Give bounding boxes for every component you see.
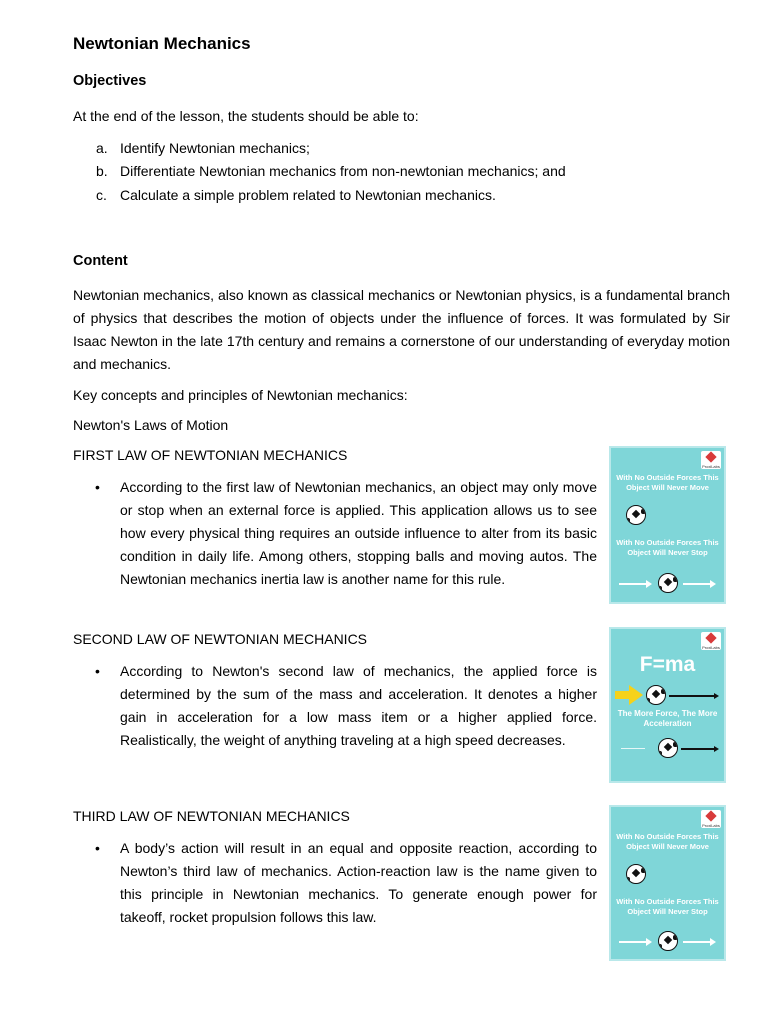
first-law-text: According to the first law of Newtonian mechanics, an object may only move or stop when an external force is applied. This application allows us to see how every physical thing requires an outside influence to alter from its basic condition in daily life. Among others, stopping balls and moving autos. The Newtonian mechanics inertia law is another name for this rule.	[120, 479, 597, 587]
arrow-right-icon	[710, 938, 716, 946]
list-item-text: Identify Newtonian mechanics;	[120, 140, 310, 156]
force-arrow-icon	[615, 685, 645, 705]
illustration-caption: With No Outside Forces This Object Will Never Stop	[616, 897, 719, 916]
second-law-heading: SECOND LAW OF NEWTONIAN MECHANICS	[73, 631, 368, 647]
soccer-ball-icon	[626, 505, 646, 525]
logo: ProxiLabs	[701, 451, 721, 469]
logo: ProxiLabs	[701, 632, 721, 650]
first-law-heading: FIRST LAW OF NEWTONIAN MECHANICS	[73, 447, 348, 463]
list-marker: a.	[96, 140, 108, 156]
soccer-ball-icon	[646, 685, 666, 705]
soccer-ball-icon	[626, 864, 646, 884]
illustration-caption: With No Outside Forces This Object Will Never Move	[616, 473, 719, 492]
content-heading: Content	[73, 253, 128, 269]
logo: ProxiLabs	[701, 810, 721, 828]
arrow-line	[619, 583, 647, 585]
arrow-right-icon	[646, 938, 652, 946]
list-marker: c.	[96, 187, 107, 203]
arrow-right-icon	[710, 580, 716, 588]
third-law-text: A body’s action will result in an equal and opposite reaction, according to Newton’s third law of mechanics. Action-reaction law is the name given to this principle in Newtonian mechanics. To generate enough power for takeoff, rocket propulsion follows this law.	[120, 840, 597, 925]
key-concepts-text: Key concepts and principles of Newtonian mechanics:	[73, 387, 408, 403]
arrow-line	[621, 748, 645, 749]
list-item	[96, 184, 496, 207]
third-law-heading: THIRD LAW OF NEWTONIAN MECHANICS	[73, 808, 350, 824]
arrow-right-icon	[646, 580, 652, 588]
list-item	[96, 160, 566, 183]
list-item-text: Differentiate Newtonian mechanics from non-newtonian mechanics; and	[120, 163, 566, 179]
list-item-text: Calculate a simple problem related to Newtonian mechanics.	[120, 187, 496, 203]
arrow-right-icon	[714, 693, 719, 699]
soccer-ball-icon	[658, 573, 678, 593]
illustration-caption: With No Outside Forces This Object Will Never Move	[616, 832, 719, 851]
arrow-line	[683, 941, 711, 943]
list-item	[96, 137, 310, 160]
arrow-line	[619, 941, 647, 943]
second-law-illustration	[609, 627, 726, 783]
arrow-right-icon	[714, 746, 719, 752]
bullet-marker: •	[95, 479, 100, 495]
bullet-marker: •	[95, 840, 100, 856]
first-law-illustration	[609, 446, 726, 604]
illustration-caption: With No Outside Forces This Object Will Never Stop	[616, 538, 719, 557]
arrow-line	[683, 583, 711, 585]
objectives-intro: At the end of the lesson, the students should be able to:	[73, 108, 419, 124]
content-paragraph: Newtonian mechanics, also known as classical mechanics or Newtonian physics, is a fundamental branch of physics that describes the motion of objects under the influence of forces. It was formulated by Sir Isaac Newton in the late 17th century and remains a cornerstone of our understanding of everyday motion and mechanics.	[73, 287, 730, 372]
illustration-caption: The More Force, The More Acceleration	[617, 709, 718, 728]
page-title: Newtonian Mechanics	[73, 34, 251, 53]
soccer-ball-icon	[658, 931, 678, 951]
second-law-text: According to Newton's second law of mechanics, the applied force is determined by the sum of the mass and acceleration. It denotes a higher gain in acceleration for a low mass item or a higher applied force. Realistically, the weight of anything traveling at a high speed decreases.	[120, 663, 597, 748]
arrow-line	[669, 695, 715, 697]
formula-text: F=ma	[639, 653, 696, 676]
laws-heading: Newton's Laws of Motion	[73, 417, 229, 433]
list-marker: b.	[96, 163, 108, 179]
objectives-heading: Objectives	[73, 73, 147, 89]
soccer-ball-icon	[658, 738, 678, 758]
third-law-illustration	[609, 805, 726, 961]
bullet-marker: •	[95, 663, 100, 679]
arrow-line	[681, 748, 715, 750]
